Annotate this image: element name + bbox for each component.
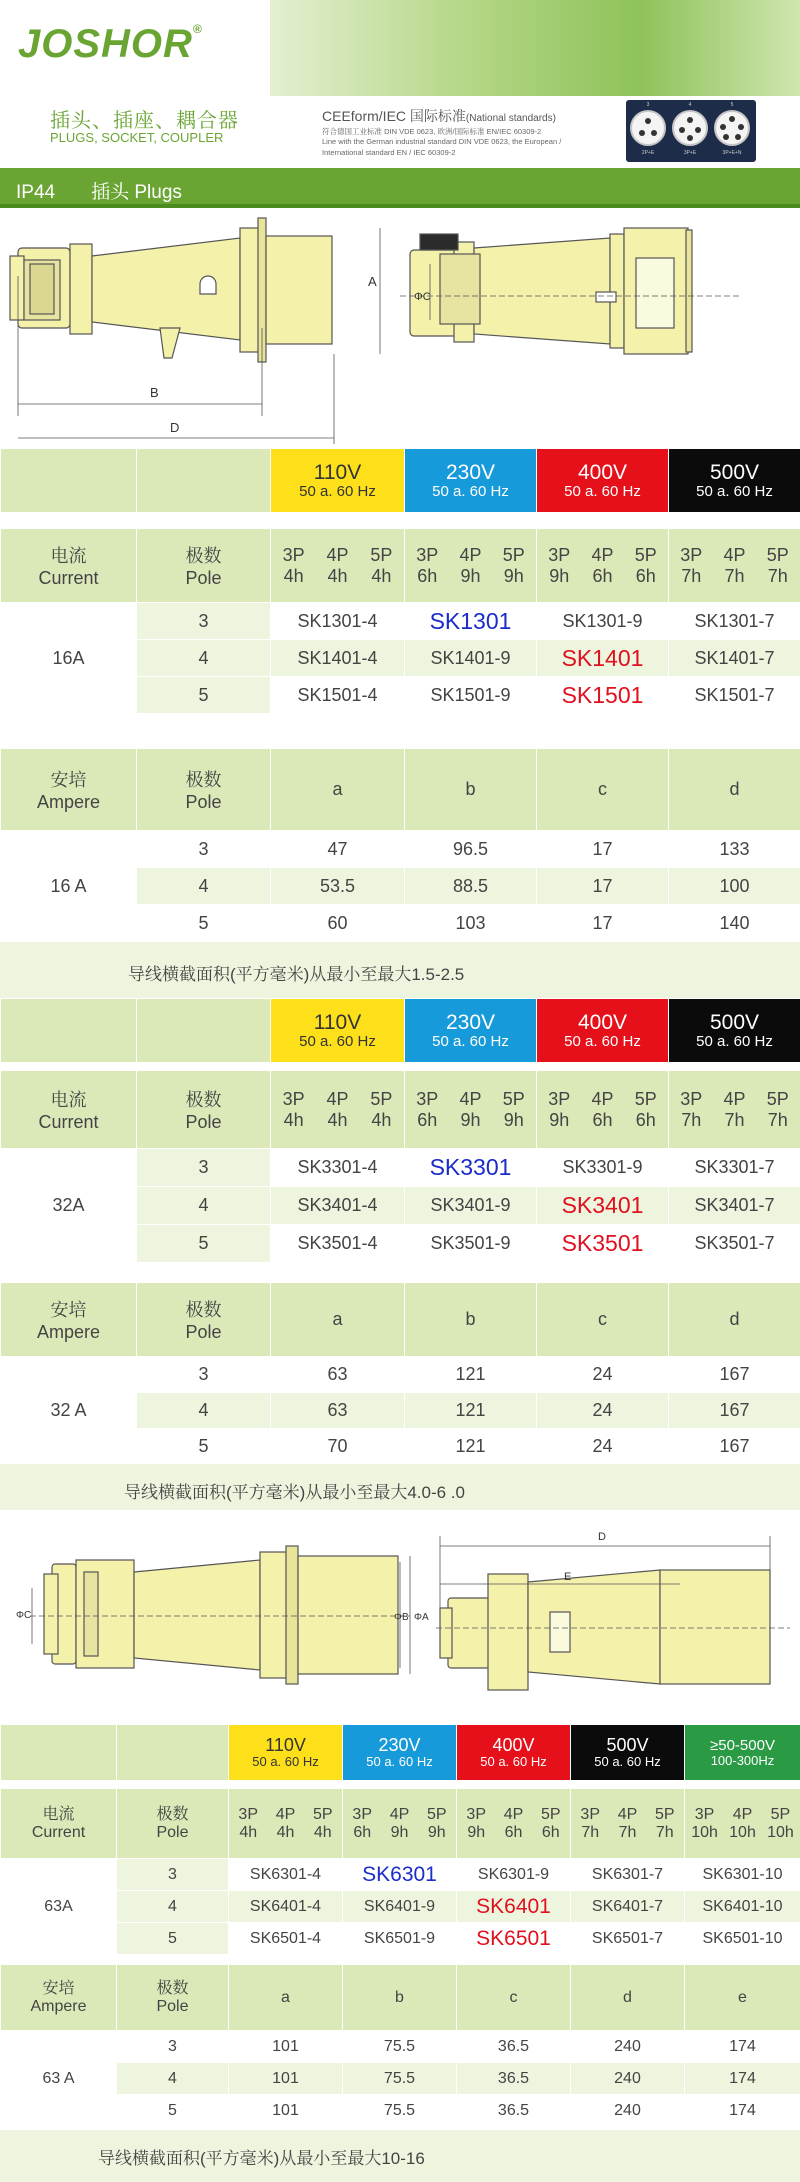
current-header: 电流 Current [1,529,137,603]
table-row: 4 SK3401-4 SK3401-9 SK3401 SK3401-7 [1,1187,800,1225]
table-row: 4 SK6401-4 SK6401-9 SK6401 SK6401-7 SK6401-10 [1,1891,800,1923]
table-row: 4 53.5 88.5 17 100 [1,868,800,905]
svg-text:ΦA: ΦA [414,1612,429,1623]
plug-16-32a-drawing [0,208,800,448]
product-title-en: PLUGS, SOCKET, COUPLER [50,130,224,145]
svg-text:D: D [598,1531,606,1543]
svg-text:E: E [564,1571,572,1583]
pin-3p-icon [630,110,666,146]
table-row: 5 70 121 24 167 [1,1429,800,1465]
voltage-header-400v: 400V 50 a. 60 Hz [537,449,669,513]
page-header [0,0,800,100]
svg-text:A: A [368,274,377,289]
table-row: 5 101 75.5 36.5 240 174 [1,2095,800,2127]
standards-title: CEEform/IEC 国际标准(National standards) [322,108,556,124]
table-row: 63A 3 SK6301-4 SK6301 SK6301-9 SK6301-7 SK6301-10 [1,1859,800,1891]
table-row: 16 A 3 47 96.5 17 133 [1,831,800,868]
svg-text:D: D [170,420,180,435]
section-name: 插头 Plugs [91,182,182,203]
svg-text:B: B [150,385,159,400]
voltage-header-high-freq: ≥50-500V 100-300Hz [685,1725,800,1781]
header-gradient-band [270,0,800,96]
standards-line-1: 符合德国工业标准 DIN VDE 0623, 欧洲/国际标准 EN/IEC 60309-2 [322,127,542,136]
table-32a-dimensions: 安培 Ampere 极数 Pole a b c d 32 A 3 63 121 24 167 4 63 121 24 167 5 70 121 24 167 [0,1282,800,1465]
product-title-cn: 插头、插座、耦合器 [50,110,239,132]
pin-5p-icon [714,110,750,146]
table-32a-models: 110V 50 a. 60 Hz 230V 50 a. 60 Hz 400V 50 a. 60 Hz 500V 50 a. 60 Hz 电流 Current 极数 Pole 3P 4P 5P 4h 4h 4h 3P 4P 5P 6h 9h 9h 3P 4P 5P 9h 6h 6h 3P 4P 5P 7h 7h 7h 32A 3 SK3301-4 SK3301 SK3301-9 SK3301-7 4 SK3401-4 SK3401-9 SK3401 SK3401-7 5 SK3501-4 SK3501-9 SK3501 SK3501-7 [0,998,800,1263]
standards-line-2: Line with the German industrial standard DIN VDE 0623, the European / [322,137,562,146]
voltage-header-230v: 230V 50 a. 60 Hz [405,449,537,513]
wire-section-note-32a: 导线横截面积(平方毫米)从最小至最大4.0-6 .0 [124,1483,465,1502]
table-row: 63 A 3 101 75.5 36.5 240 174 [1,2031,800,2063]
voltage-header-500v: 500V 50 a. 60 Hz [669,449,800,513]
ampere-header: 安培 Ampere [1,749,137,831]
voltage-header-110v: 110V 50 a. 60 Hz [271,449,405,513]
table-row: 4 SK1401-4 SK1401-9 SK1401 SK1401-7 [1,640,800,677]
table-16a-dimensions: 安培 Ampere 极数 Pole a b c d 16 A 3 47 96.5 17 133 4 53.5 88.5 17 100 5 60 103 17 140 [0,748,800,942]
wire-section-note-16a: 导线横截面积(平方毫米)从最小至最大1.5-2.5 [128,965,465,984]
table-row: 32 A 3 63 121 24 167 [1,1357,800,1393]
svg-text:ΦC: ΦC [414,291,431,303]
pin-configuration-box: 3 4 5 2P+E 3P+E 3P+E+N [626,100,756,162]
svg-text:ΦC: ΦC [16,1610,32,1621]
standards-line-3: International standard EN / IEC 60309-2 [322,148,456,157]
table-row: 5 60 103 17 140 [1,905,800,942]
table-row: 32A 3 SK3301-4 SK3301 SK3301-9 SK3301-7 [1,1149,800,1187]
table-row: 5 SK3501-4 SK3501-9 SK3501 SK3501-7 [1,1225,800,1263]
brand-logo: JOSHOR® [18,22,203,66]
table-16a-models: 110V 50 a. 60 Hz 230V 50 a. 60 Hz 400V 50 a. 60 Hz 500V 50 a. 60 Hz 电流 Current 极数 Pole 3P 4P 5P 4h 4h 4h 3P 4P 5P 6h 9h 9h 3P 4P 5P 9h 6h 6h 3P 4P 5P 7h 7h 7h 16A 3 SK1301-4 SK1301 SK1301-9 SK1301-7 4 SK1401-4 SK1401-9 SK1401 SK1401-7 5 SK1501-4 SK1501-9 SK1501 SK1501-7 [0,448,800,714]
table-row: 16A 3 SK1301-4 SK1301 SK1301-9 SK1301-7 [1,603,800,640]
table-63a-models: 110V 50 a. 60 Hz 230V 50 a. 60 Hz 400V 50 a. 60 Hz 500V 50 a. 60 Hz ≥50-500V 100-300Hz 电流 Current 极数 Pole 3P 4P 5P 4h 4h 4h 3P 4P 5P 6h 9h 9h 3P 4P 5P 9h 6h 6h 3P 4P 5P 7h 7h 7h 3P 4P 5P 10h 10h 10h 63A 3 SK6301-4 SK6301 SK6301-9 SK6301-7 SK6301-10 4 SK6401-4 SK6401-9 SK6401 SK6401-7 SK6401-10 5 SK6501-4 SK6501-9 SK6501 SK6501-7 SK6501-10 [0,1724,800,1955]
section-bar [0,168,800,208]
table-row: 4 63 121 24 167 [1,1393,800,1429]
pin-4p-icon [672,110,708,146]
table-row: 5 SK6501-4 SK6501-9 SK6501 SK6501-7 SK6501-10 [1,1923,800,1955]
wire-section-note-63a: 导线横截面积(平方毫米)从最小至最大10-16 [98,2149,425,2168]
table-63a-dimensions: 安培 Ampere 极数 Pole a b c d e 63 A 3 101 75.5 36.5 240 174 4 101 75.5 36.5 240 174 5 101 75.5 36.5 240 174 [0,1964,800,2127]
pole-header: 极数 Pole [137,529,271,603]
ip-rating: IP44 [16,182,56,203]
plug-63a-drawing [0,1512,800,1722]
table-row: 5 SK1501-4 SK1501-9 SK1501 SK1501-7 [1,677,800,714]
table-row: 4 101 75.5 36.5 240 174 [1,2063,800,2095]
svg-text:ΦB: ΦB [394,1612,409,1623]
